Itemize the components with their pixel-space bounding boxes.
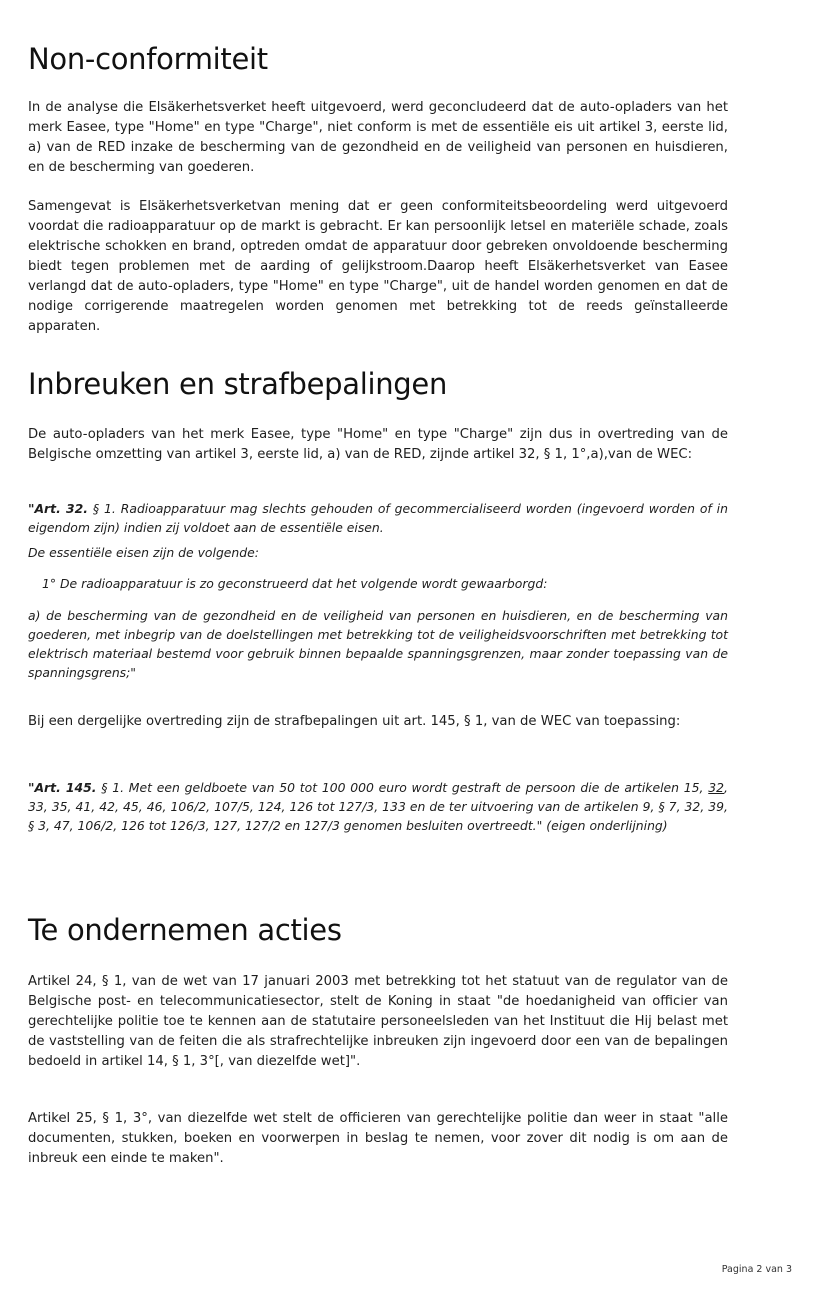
heading-non-conformiteit: Non-conformiteit (28, 42, 268, 76)
essentiele-eisen-intro: De essentiële eisen zijn de volgende: (28, 545, 259, 560)
art-32-label: "Art. 32. (28, 501, 89, 516)
paragraph-strafbepalingen: Bij een dergelijke overtreding zijn de strafbepalingen uit art. 145, § 1, van de WEC van toepassing: (28, 714, 681, 729)
art-145-post: , 33, 35, 41, 42, 45, 46, 106/2, 107/5, 124, 126 tot 127/3, 133 en de ter uitvoering van de artikelen 9, § 7, 32, 39, § 3, 47, 106/2, 126 tot 126/3, 127, 127/2 en 127/3 genomen besluiten overtreedt." (eigen onderlijning) (28, 780, 728, 833)
art-145-underlined: 32 (708, 780, 725, 795)
quote-art-145 (28, 778, 728, 835)
art-145-pre: § 1. Met een geldboete van 50 tot 100 000 euro wordt gestraft de persoon die de artikelen 15, (96, 780, 709, 795)
eis-1a: a) de bescherming van de gezondheid en de veiligheid van personen en huisdieren, en de bescherming van goederen, met inbegrip van de doelstellingen met betrekking tot de veiligheidsvoorschriften met betrekking tot elektrisch materiaal bestemd voor gebruik binnen bepaalde spanningsgrenzen, maar zonder toepassing van de spanningsgrens;" (28, 608, 728, 680)
art-32-text: § 1. Radioapparatuur mag slechts gehouden of gecommercialiseerd worden (ingevoerd worden of in eigendom zijn) indien zij voldoet aan de essentiële eisen. (28, 501, 728, 535)
paragraph-overtreding: De auto-opladers van het merk Easee, type "Home" en type "Charge" zijn dus in overtreding van de Belgische omzetting van artikel 3, eerste lid, a) van de RED, zijnde artikel 32, § 1, 1°,a),van de WEC: (28, 427, 728, 462)
paragraph-samengevat: Samengevat is Elsäkerhetsverketvan mening dat er geen conformiteitsbeoordeling werd uitgevoerd voordat die radioapparatuur op de markt is gebracht. Er kan persoonlijk letsel en materiële schade, zoals elektrische schokken en brand, optreden omdat de apparatuur door gebreken onvoldoende bescherming biedt tegen problemen met de aarding of gelijkstroom.Daarop heeft Elsäkerhetsverket van Easee verlangd dat de auto-opladers, type "Home" en type "Charge", uit de handel worden genomen en dat de nodige corrigerende maatregelen worden genomen met betrekking tot de reeds geïnstalleerde apparaten. (28, 199, 728, 334)
paragraph-artikel-25: Artikel 25, § 1, 3°, van diezelfde wet stelt de officieren van gerechtelijke politie dan weer in staat "alle documenten, stukken, boeken en voorwerpen in beslag te nemen, voor zover dit nodig is om aan de inbreuk een einde te maken". (28, 1111, 728, 1166)
heading-inbreuken: Inbreuken en strafbepalingen (28, 367, 448, 401)
heading-acties: Te ondernemen acties (28, 913, 342, 947)
page-number: Pagina 2 van 3 (721, 1264, 792, 1275)
art-145-label: "Art. 145. (28, 780, 97, 795)
quote-art-32 (28, 499, 728, 537)
paragraph-artikel-24: Artikel 24, § 1, van de wet van 17 januari 2003 met betrekking tot het statuut van de regulator van de Belgische post- en telecommunicatiesector, stelt de Koning in staat "de hoedanigheid van officier van gerechtelijke politie toe te kennen aan de statutaire personeelsleden van het Instituut die Hij belast met de vaststelling van de feiten die als strafrechtelijke inbreuken zijn ingevoerd door een van de bepalingen bedoeld in artikel 14, § 1, 3°[, van diezelfde wet]". (28, 974, 728, 1069)
paragraph-analyse: In de analyse die Elsäkerhetsverket heeft uitgevoerd, werd geconcludeerd dat de auto-opladers van het merk Easee, type "Home" en type "Charge", niet conform is met de essentiële eis uit artikel 3, eerste lid, a) van de RED inzake de bescherming van de gezondheid en de veiligheid van personen en huisdieren, en de bescherming van goederen. (28, 100, 728, 175)
eis-1: 1° De radioapparatuur is zo geconstrueerd dat het volgende wordt gewaarborgd: (42, 576, 548, 591)
